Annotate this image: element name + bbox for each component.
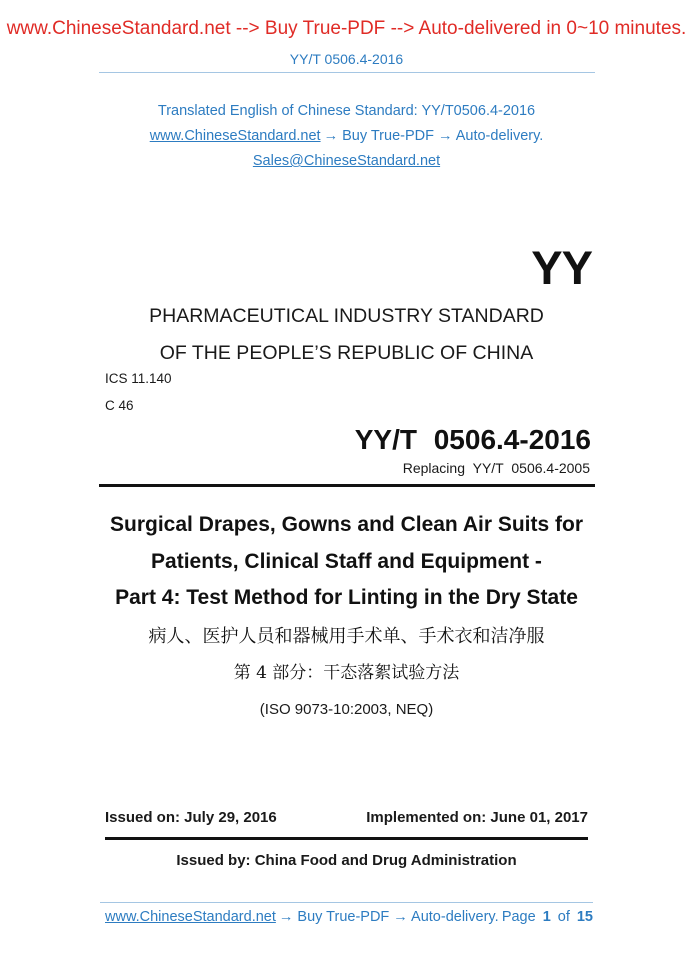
title-zh-line1: 病人、医护人员和器械用手术单、手术衣和洁净服 — [148, 626, 545, 647]
doc-number-large: YY/T 0506.4-2016 — [354, 424, 591, 455]
translated-standard-line: Translated English of Chinese Standard: YY/T0506.4-2016 — [157, 103, 536, 119]
footer-divider — [100, 902, 593, 903]
chinesestandard-link[interactable]: www.ChineseStandard.net — [149, 128, 321, 144]
standard-type-line2: OF THE PEOPLE’S REPUBLIC OF CHINA — [159, 342, 534, 364]
sales-email-row — [0, 153, 693, 169]
ics-code: ICS 11.140 — [105, 371, 172, 386]
title-en-line1: Surgical Drapes, Gowns and Clean Air Suits for — [110, 513, 583, 536]
title-en-line2: Patients, Clinical Staff and Equipment - — [151, 550, 542, 573]
top-banner: www.ChineseStandard.net --> Buy True-PDF --> Auto-delivered in 0~10 minutes. — [6, 18, 687, 39]
page-current: 1 — [542, 909, 551, 925]
yy-logo: YY — [531, 241, 592, 294]
of-label: of — [557, 909, 570, 925]
replacing-note: Replacing YY/T 0506.4-2005 — [402, 460, 590, 476]
issued-on-label: Issued on: July 29, 2016 — [105, 809, 277, 826]
class-code: C 46 — [105, 398, 134, 413]
title-en-line3: Part 4: Test Method for Linting in the Dry State — [115, 586, 578, 609]
implemented-on-label: Implemented on: June 01, 2017 — [366, 809, 588, 826]
iso-reference: (ISO 9073-10:2003, NEQ) — [259, 701, 434, 718]
header-divider — [99, 72, 595, 73]
buy-pdf-line — [0, 128, 693, 144]
footer-buy-line — [105, 909, 499, 925]
sales-email-link[interactable]: Sales@ChineseStandard.net — [252, 153, 441, 169]
page-label: Page — [501, 909, 536, 925]
header-doc-number: YY/T 0506.4-2016 — [289, 51, 404, 67]
standard-type-line1: PHARMACEUTICAL INDUSTRY STANDARD — [149, 305, 544, 327]
buy-pdf-text: → Buy True-PDF → Auto-delivery. — [323, 128, 544, 144]
footer-buy-text: → Buy True-PDF → Auto-delivery. — [278, 909, 499, 925]
title-zh-line2: 第 4 部分：干态落絮试验方法 — [233, 663, 460, 683]
issue-divider — [105, 837, 588, 840]
issue-dates-row — [105, 809, 588, 826]
footer-row — [105, 909, 593, 925]
footer-chinesestandard-link[interactable]: www.ChineseStandard.net — [105, 909, 276, 925]
page-total: 15 — [576, 909, 593, 925]
page-indicator — [502, 909, 593, 925]
issued-by-line: Issued by: China Food and Drug Administration — [176, 852, 517, 869]
title-divider — [99, 484, 595, 487]
